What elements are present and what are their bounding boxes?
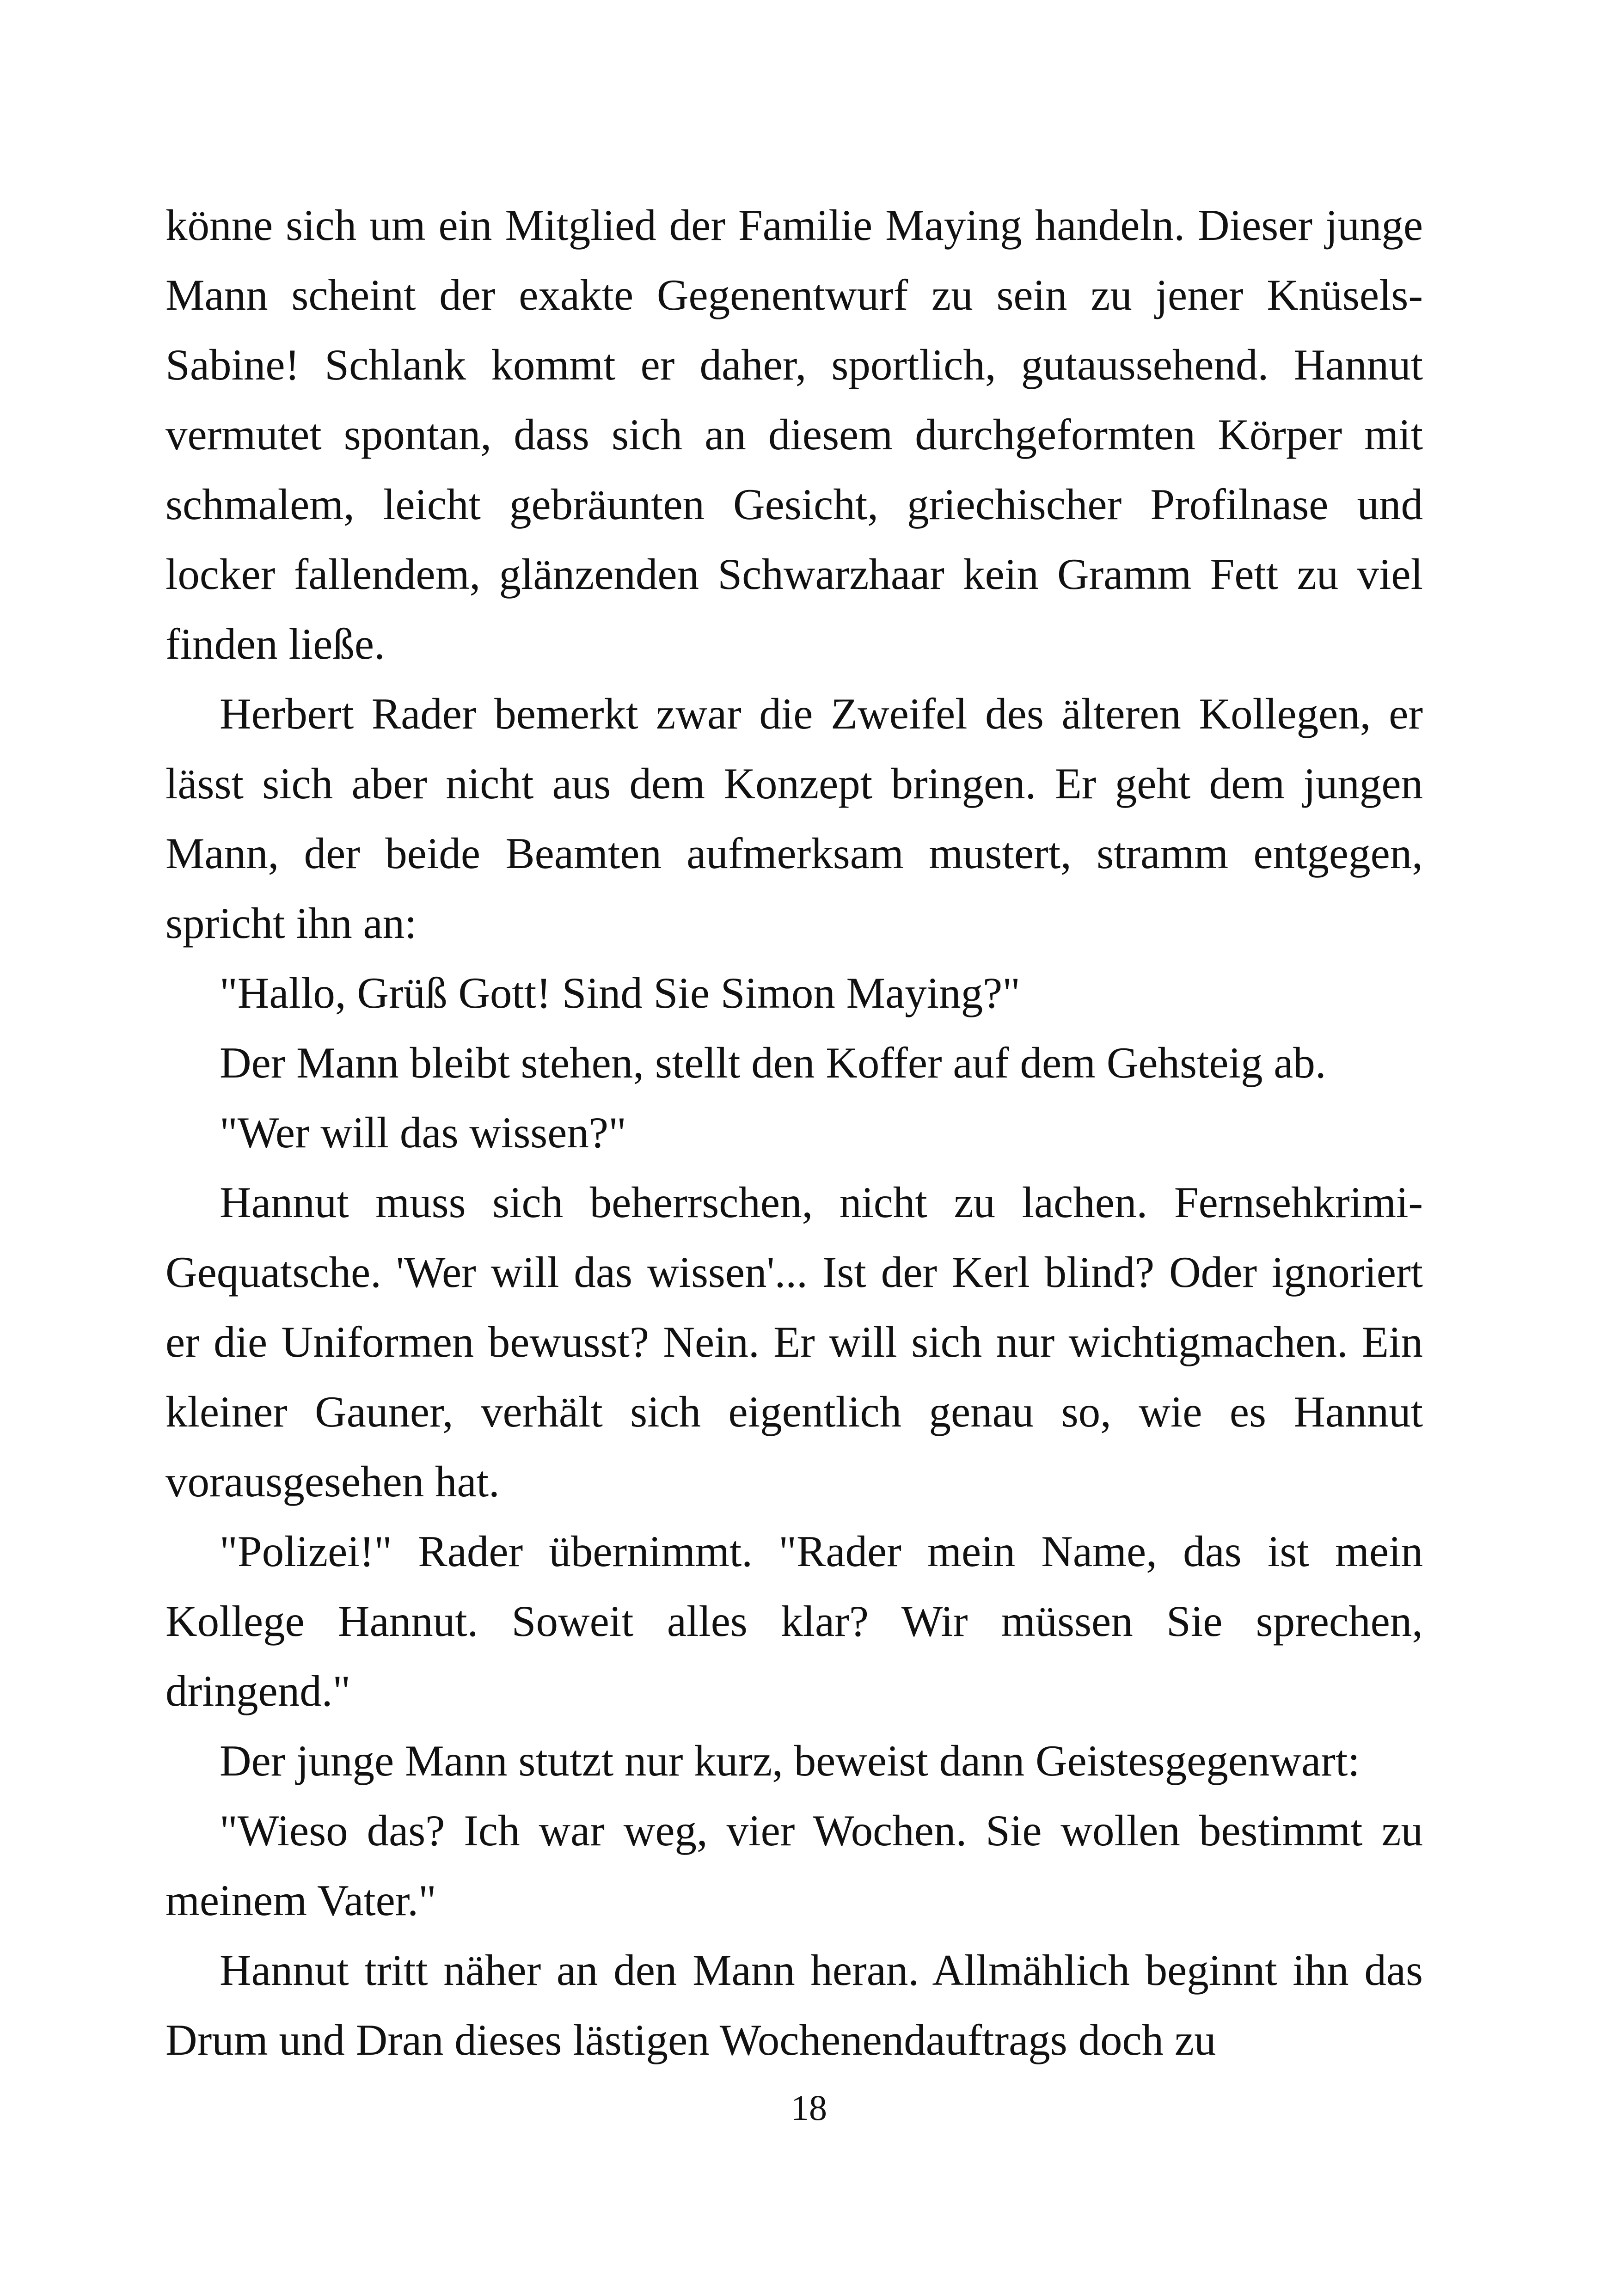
paragraph: Der Mann bleibt stehen, stellt den Koffer auf dem Gehsteig ab. xyxy=(220,1038,1326,1087)
paragraph: Hannut tritt näher an den Mann heran. Allmählich beginnt ihn das Drum und Dran dieses lästigen Wochenendauftrags doch zu xyxy=(165,1946,1423,2064)
paragraph: Hannut muss sich beherrschen, nicht zu lachen. Fernsehkrimi-Gequatsche. 'Wer will das wissen'... Ist der Kerl blind? Oder ignoriert er die Uniformen bewusst? Nein. Er will sich nur wichtigmachen. Ein kleiner Gauner, verhält sich eigentlich genau so, wie es Hannut vorausgesehen hat. xyxy=(165,1178,1423,1506)
paragraph: Herbert Rader bemerkt zwar die Zweifel des älteren Kollegen, er lässt sich aber nicht aus dem Konzept bringen. Er geht dem jungen Mann, der beide Beamten aufmerksam mustert, stramm entgegen, spricht ihn an: xyxy=(165,689,1423,948)
dialogue-line: "Wer will das wissen?" xyxy=(220,1108,626,1157)
dialogue-line: "Polizei!" Rader übernimmt. "Rader mein Name, das ist mein Kollege Hannut. Soweit alles klar? Wir müssen Sie sprechen, dringend." xyxy=(165,1527,1423,1715)
dialogue-line: "Wieso das? Ich war weg, vier Wochen. Sie wollen bestimmt zu meinem Vater." xyxy=(165,1806,1423,1925)
body-text xyxy=(165,190,1423,2075)
paragraph-continuation: könne sich um ein Mitglied der Familie Maying handeln. Dieser junge Mann scheint der exakte Gegenentwurf zu sein zu jener Knüsels-Sabine! Schlank kommt er daher, sportlich, gutaussehend. Hannut vermutet spontan, dass sich an diesem durchgeformten Körper mit schmalem, leicht gebräunten Gesicht, griechischer Profilnase und locker fallendem, glänzenden Schwarzhaar kein Gramm Fett zu viel finden ließe. xyxy=(165,201,1423,668)
paragraph: Der junge Mann stutzt nur kurz, beweist dann Geistesgegenwart: xyxy=(220,1736,1360,1785)
page-number: 18 xyxy=(791,2088,827,2128)
dialogue-line: "Hallo, Grüß Gott! Sind Sie Simon Maying?" xyxy=(220,968,1021,1017)
